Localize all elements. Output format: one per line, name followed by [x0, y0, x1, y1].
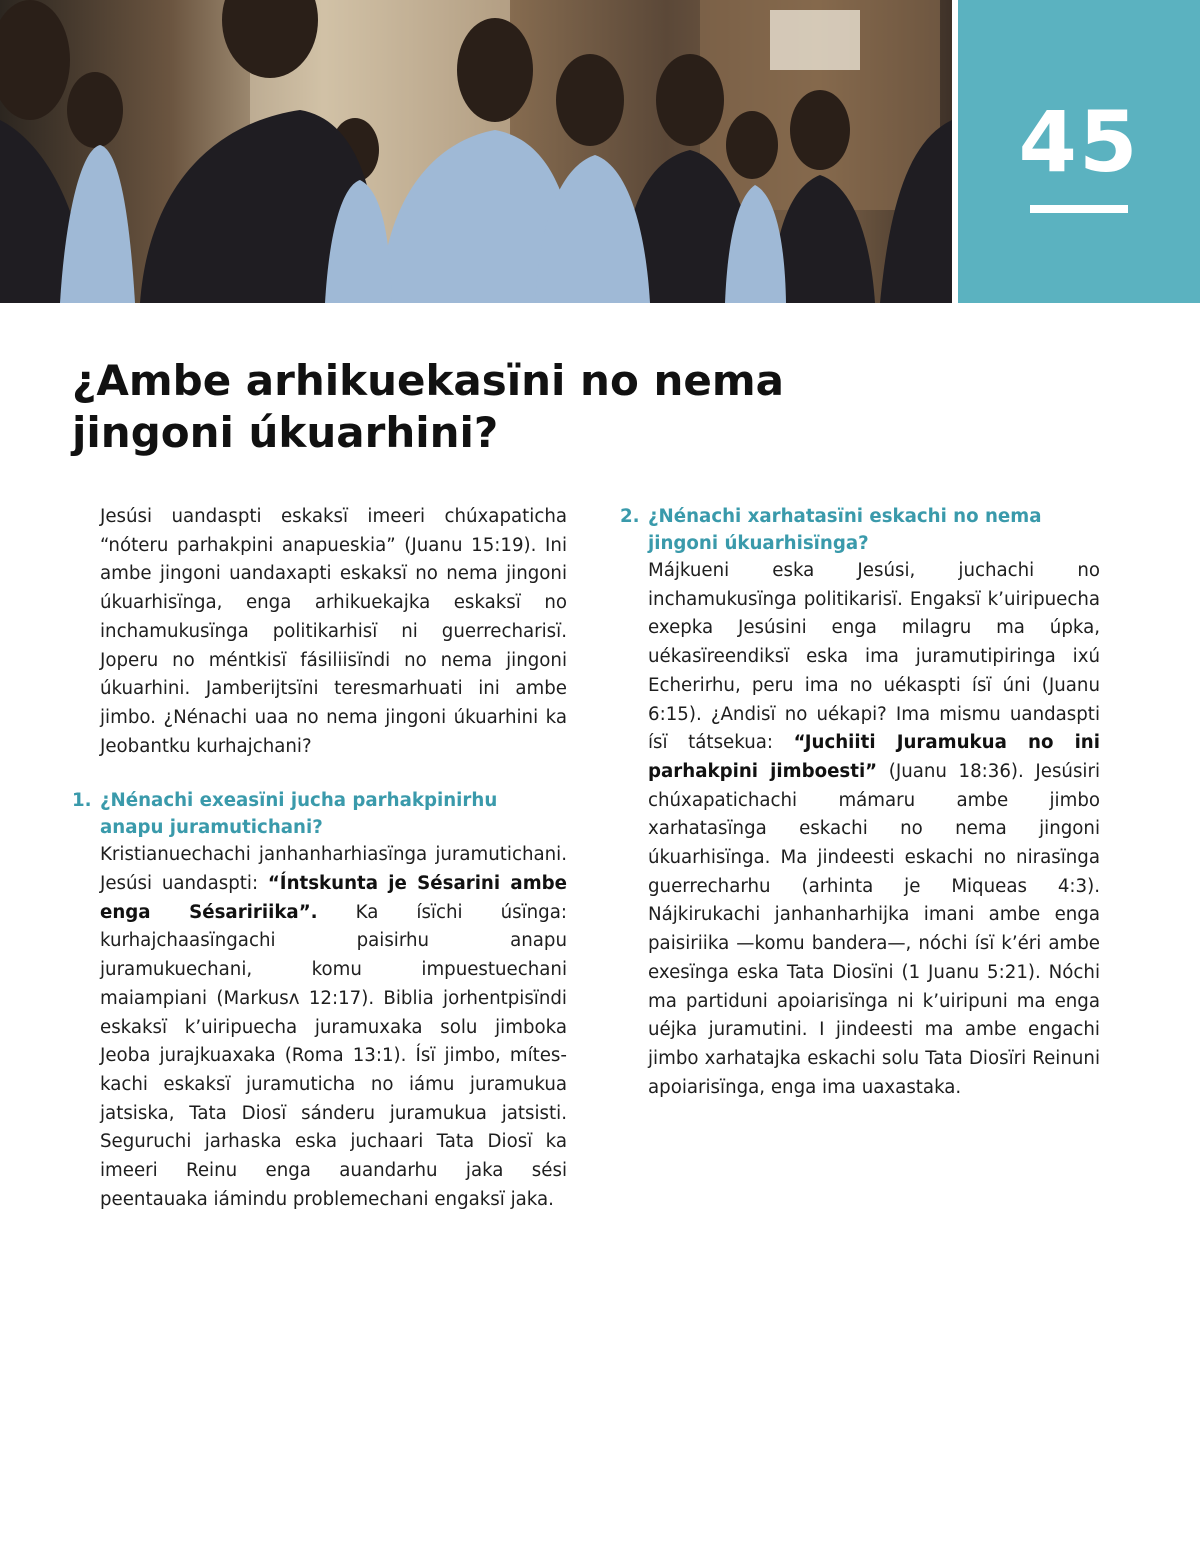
section-1-body-text-b: Ka ísïchi úsïnga: kurhajchaasïngachi paisirhu anapu juramukuechani, komu impuestuechani maiampiani (Markusʌ 12:17). Biblia jorhentpisïndi eskaksï k’uiripuecha juramuxaka solu jimboka Jeoba jurajkuaxaka (Roma 13:1). Ísï jimbo, míteskachi eskaksï juramuticha no iámu juramukua jatsiska, Tata Diosï sánderu juramukua jatsisti. Seguruchi jarhaska eska juchaari Tata Diosï ka imeeri Reinu enga auandarhu jaka sési peentauaka iámindu problemechani engaksï jaka.: [100, 901, 567, 1210]
page-title-line-2: jingoni úkuarhini?: [72, 408, 499, 457]
hero-photo: [0, 0, 952, 303]
page-title: [72, 355, 872, 459]
right-column: [620, 503, 1100, 1102]
section-1-question: ¿Nénachi exeasïni jucha parhakpinirhu anapu juramutichani?: [100, 790, 498, 839]
section-2-body-quote: “Juchiiti Juramukua no ini parhakpini jimboesti”: [648, 732, 1100, 782]
left-column: [72, 503, 567, 1214]
section-2-question: ¿Nénachi xarhatasïni eskachi no nema jingoni úkuarhisïnga?: [648, 506, 1042, 554]
section-2-body: [620, 557, 1100, 1102]
section-1-body-text-a: Kristianuechachi janhanharhiasïnga juramutichani. Jesúsi uandaspti:: [100, 844, 567, 895]
section-2-body-text-a: Májkueni eska Jesúsi, juchachi no inchamukusïnga politikarisï. Engaksï k’uiripuecha exepka Jesúsini enga milagru ma úpka, uékasïreendiksï eska ima juramutipiringa ixú Echerirhu, peru ima no uékaspti ísï úni (Juanu 6:15). ¿Andisï no uékapi? Ima mismu uandaspti ísï tátsekua:: [648, 560, 1100, 754]
lesson-number-box: [958, 0, 1200, 303]
section-1-body-quote: “Íntskunta je Sésarini ambe enga Sésaririika”.: [100, 873, 567, 923]
section-1-number: 1.: [72, 790, 92, 812]
hero-photo-illustration: [0, 0, 952, 303]
lesson-number: 45: [1018, 93, 1140, 191]
lesson-number-underline: [1030, 205, 1128, 213]
page-title-line-1: ¿Ambe arhikuekasïni no nema: [72, 356, 784, 405]
section-1-body: [72, 841, 567, 1214]
section-2-heading: [620, 503, 1100, 557]
section-2-number: 2.: [620, 506, 640, 527]
section-2-body-text-b: (Juanu 18:36). Jesúsiri chúxapatichachi mámaru ambe jimbo xarhatasïnga eskachi no nema jingoni úkuarhisïnga. Ma jindeesti eskachi no nirasïnga guerrecharhu (arhinta je Miqueas 4:3). Nájkirukachi janhanharhijka imani ambe enga paisiriika —komu bandera—, nóchi ísï k’éri ambe exesïnga eska Tata Diosïni (1 Juanu 5:21). Nóchi ma partiduni apoiarisïnga ni k’uiripuni ma enga uéjka juramutini. I jindeesti ma ambe engachi jimbo xarhatajka eskachi solu Tata Diosïri Reinuni apoiarisïnga, enga ima uaxastaka.: [648, 760, 1101, 1098]
intro-paragraph: Jesúsi uandaspti eskaksï imeeri chúxapaticha “nóteru parhakpini anapueskia” (Juanu 15:19). Ini ambe jingoni uandaxapti eskaksï no nema jingoni úkuarhisïnga, enga arhikuekajka eskaksï no inchamukusïnga politikarhisï ni guerrecharisï. Joperu no méntkisï fásiliisïndi no nema jingoni úkuarhini. Jamberijtsïni teresmarhuati ini ambe jimbo. ¿Nénachi uaa no nema jingoni úkuarhini ka Jeobantku kurhajchani?: [100, 506, 567, 757]
section-1-heading: [72, 787, 567, 841]
